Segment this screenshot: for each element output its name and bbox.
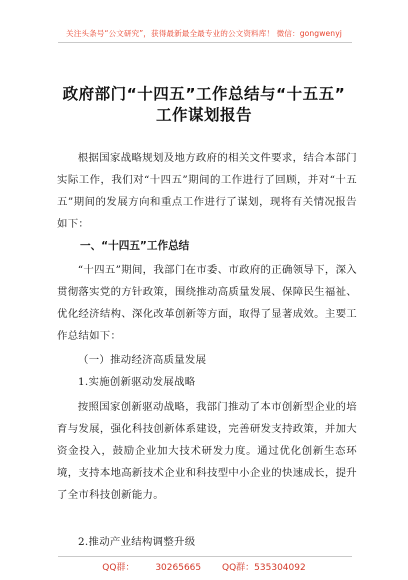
subheading-economy: （一）推动经济高质量发展 <box>78 354 207 366</box>
header-divider <box>58 42 352 43</box>
footer-qq-groups: QQ群： 30265665 QQ群：535304092 <box>102 563 306 573</box>
subheading-industry-structure: 2.推动产业结构调整升级 <box>78 536 196 548</box>
period-summary-paragraph: “十四五”期间，我部门在市委、市政府的正确领导下，深入贯彻落实党的方针政策，围绕推动高质量发展、保障民生福祉、优化经济结构、深化改革创新等方面，取得了显著成效。主要工作总结如下： <box>57 264 357 342</box>
document-title-line-2: 工作谋划报告 <box>155 106 252 124</box>
subheading-innovation: 1.实施创新驱动发展战略 <box>78 376 196 388</box>
innovation-paragraph: 按照国家创新驱动战略，我部门推动了本市创新型企业的培育与发展，强化科技创新体系建设，完善研发支持政策，并加大资金投入，鼓励企业加大技术研发力度。通过优化创新生态环境，支持本地高新技术企业和科技型中小企业的快速成长，提升了全市科技创新能力。 <box>57 401 357 501</box>
intro-paragraph: 根据国家战略规划及地方政府的相关文件要求，结合本部门实际工作，我们对“十四五”期间的工作进行了回顾，并对“十五五”期间的发展方向和重点工作进行了谋划，现将有关情况报告如下： <box>57 152 357 230</box>
document-title-line-1: 政府部门“十四五”工作总结与“十五五” <box>62 85 346 103</box>
section-heading-1: 一、“十四五”工作总结 <box>80 240 190 252</box>
promo-banner: 关注头条号“公文研究”，获得最新最全最专业的公文资料库！ 微信：gongwenyj <box>66 29 342 38</box>
footer-divider <box>58 556 352 557</box>
